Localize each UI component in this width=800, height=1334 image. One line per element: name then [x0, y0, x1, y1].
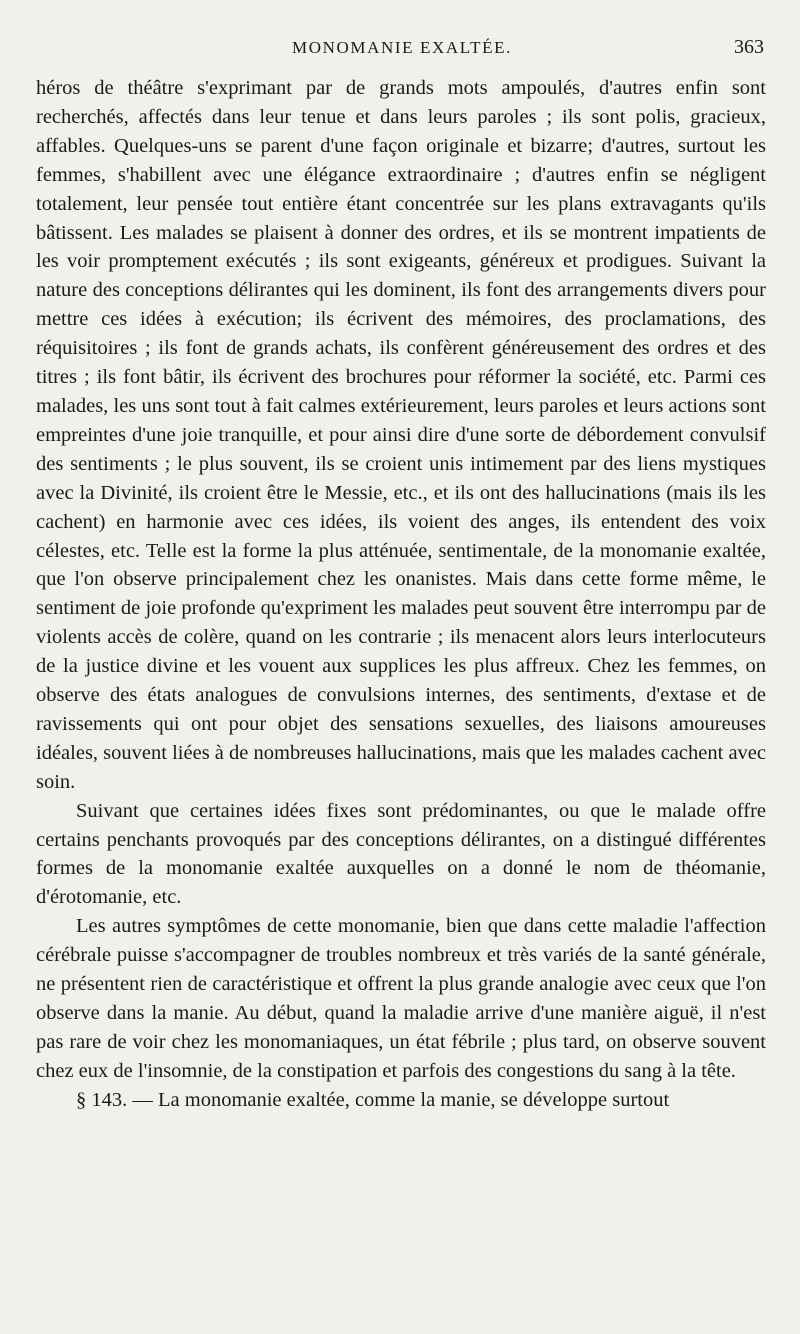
running-head [40, 36, 764, 66]
paragraph-1: héros de théâtre s'exprimant par de grands mots ampoulés, d'autres enfin sont recherchés, affectés dans leur tenue et dans leurs paroles ; ils sont polis, gracieux, affables. Quelques-uns se parent d'une façon originale et bizarre; d'autres, surtout les femmes, s'habillent avec une élégance extraordinaire ; d'autres enfin se négligent totalement, leur pensée tout entière étant concentrée sur les plans extravagants qu'ils bâtissent. Les malades se plaisent à donner des ordres, et ils se montrent impatients de les voir promptement exécutés ; ils sont exigeants, généreux et prodigues. Suivant la nature des conceptions délirantes qui les dominent, ils font des arrangements divers pour mettre ces idées à exécution; ils écrivent des mémoires, des proclamations, des réquisitoires ; ils font de grands achats, ils confèrent généreusement des ordres et des titres ; ils font bâtir, ils écrivent des brochures pour réformer la société, etc. Parmi ces malades, les uns sont tout à fait calmes extérieurement, leurs paroles et leurs actions sont empreintes d'une joie tranquille, et pour ainsi dire d'une sorte de débordement convulsif des sentiments ; le plus souvent, ils se croient unis intimement par des liens mystiques avec la Divinité, ils croient être le Messie, etc., et ils ont des hallucinations (mais ils les cachent) en harmonie avec ces idées, ils voient des anges, ils entendent des voix célestes, etc. Telle est la forme la plus atténuée, sentimentale, de la monomanie exaltée, que l'on observe principalement chez les onanistes. Mais dans cette forme même, le sentiment de joie profonde qu'expriment les malades peut souvent être interrompu par de violents accès de colère, quand on les contrarie ; ils menacent alors leurs interlocuteurs de la justice divine et les vouent aux supplices les plus affreux. Chez les femmes, on observe des états analogues de convulsions internes, des sentiments, d'extase et de ravissements qui ont pour objet des sensations sexuelles, des liaisons amoureuses idéales, souvent liées à de nombreuses hallucinations, mais que les malades cachent avec soin. [36, 77, 766, 793]
paragraph-3: Les autres symptômes de cette monomanie, bien que dans cette maladie l'affection cérébrale puisse s'accompagner de troubles nombreux et très variés de la santé générale, ne présentent rien de caractéristique et offrent la plus grande analogie avec ceux que l'on observe dans la manie. Au début, quand la maladie arrive d'une manière aiguë, il n'est pas rare de voir chez les monomaniaques, un état fébrile ; plus tard, on observe souvent chez eux de l'insomnie, de la constipation et parfois des congestions du sang à la tête. [36, 915, 766, 1082]
running-title: MONOMANIE EXALTÉE. [292, 38, 512, 57]
text-body [36, 74, 766, 1115]
page-number: 363 [734, 36, 764, 58]
paragraph-2: Suivant que certaines idées fixes sont prédominantes, ou que le malade offre certains penchants provoqués par des conceptions délirantes, on a distingué différentes formes de la monomanie exaltée auxquelles on a donné le nom de théomanie, d'érotomanie, etc. [36, 799, 766, 909]
section-143-opening: § 143. — La monomanie exaltée, comme la manie, se développe surtout [76, 1088, 670, 1111]
